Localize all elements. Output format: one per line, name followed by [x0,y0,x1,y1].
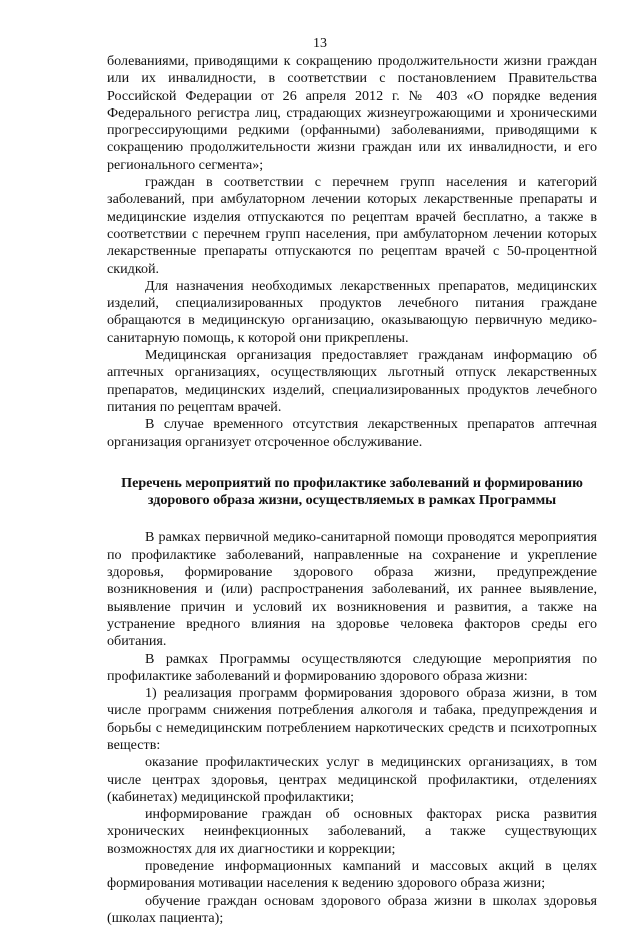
paragraph-continuation: болеваниями, приводящими к сокращению продолжительности жизни граждан или их инвалидности, в соответствии с постановлением Правительства Российской Федерации от 26 апреля 2012 г. № 403 «О порядке ведения Федерального регистра лиц, страдающих жизнеугрожающими и хроническими прогрессирующими редкими (орфанными) заболеваниями, приводящими к сокращению продолжительности жизни граждан или их инвалидности, и его регионального сегмента»; [107,53,597,173]
section-heading: Перечень мероприятий по профилактике заболеваний и формированию здорового образа жизни, осуществляемых в рамках Программы [121,474,583,509]
page-content [107,53,597,927]
list-item-1: 1) реализация программ формирования здорового образа жизни, в том числе программ снижения потребления алкоголя и табака, предупреждения и борьбы с немедицинским потреблением наркотических средств и психотропных веществ: [107,685,597,753]
paragraph-citizens-list: граждан в соответствии с перечнем групп населения и категорий заболеваний, при амбулаторном лечении которых лекарственные препараты и медицинские изделия отпускаются по рецептам врачей бесплатно, а также в соответствии с перечнем групп населения, при амбулаторном лечении которых лекарственные препараты отпускаются по рецептам врачей с 50-процентной скидкой. [107,174,597,277]
paragraph-program-measures: В рамках Программы осуществляются следующие мероприятия по профилактике заболеваний и формированию здорового образа жизни: [107,650,597,684]
list-subitem-informing: информирование граждан об основных факторах риска развития хронических неинфекционных заболеваний, а также существующих возможностях для их диагностики и коррекции; [107,806,597,857]
paragraph-pharmacy-info: Медицинская организация предоставляет гражданам информацию об аптечных организациях, осуществляющих льготный отпуск лекарственных препаратов, медицинских изделий, специализированных продуктов лечебного питания по рецептам врачей. [107,347,597,415]
paragraph-deferred-service: В случае временного отсутствия лекарственных препаратов аптечная организация организует отсроченное обслуживание. [107,416,597,450]
paragraph-primary-care: В рамках первичной медико-санитарной помощи проводятся мероприятия по профилактике заболеваний, направленные на сохранение и укрепление здоровья, формирование здорового образа жизни, предупреждение возникновения и (или) распространения заболеваний, их раннее выявление, выявление причин и условий их возникновения и развития, а также на устранение вредного влияния на здоровье человека факторов среды его обитания. [107,529,597,650]
paragraph-prescription-request: Для назначения необходимых лекарственных препаратов, медицинских изделий, специализированных продуктов лечебного питания граждане обращаются в медицинскую организацию, оказывающую первичную медико-санитарную помощь, к которой они прикреплены. [107,277,597,346]
page-number: 13 [313,36,327,51]
list-subitem-services: оказание профилактических услуг в медицинских организациях, в том числе центрах здоровья, центрах медицинской профилактики, отделениях (кабинетах) медицинской профилактики; [107,754,597,805]
list-subitem-campaigns: проведение информационных кампаний и массовых акций в целях формирования мотивации населения к ведению здорового образа жизни; [107,858,597,892]
list-subitem-training: обучение граждан основам здорового образа жизни в школах здоровья (школах пациента); [107,892,597,926]
